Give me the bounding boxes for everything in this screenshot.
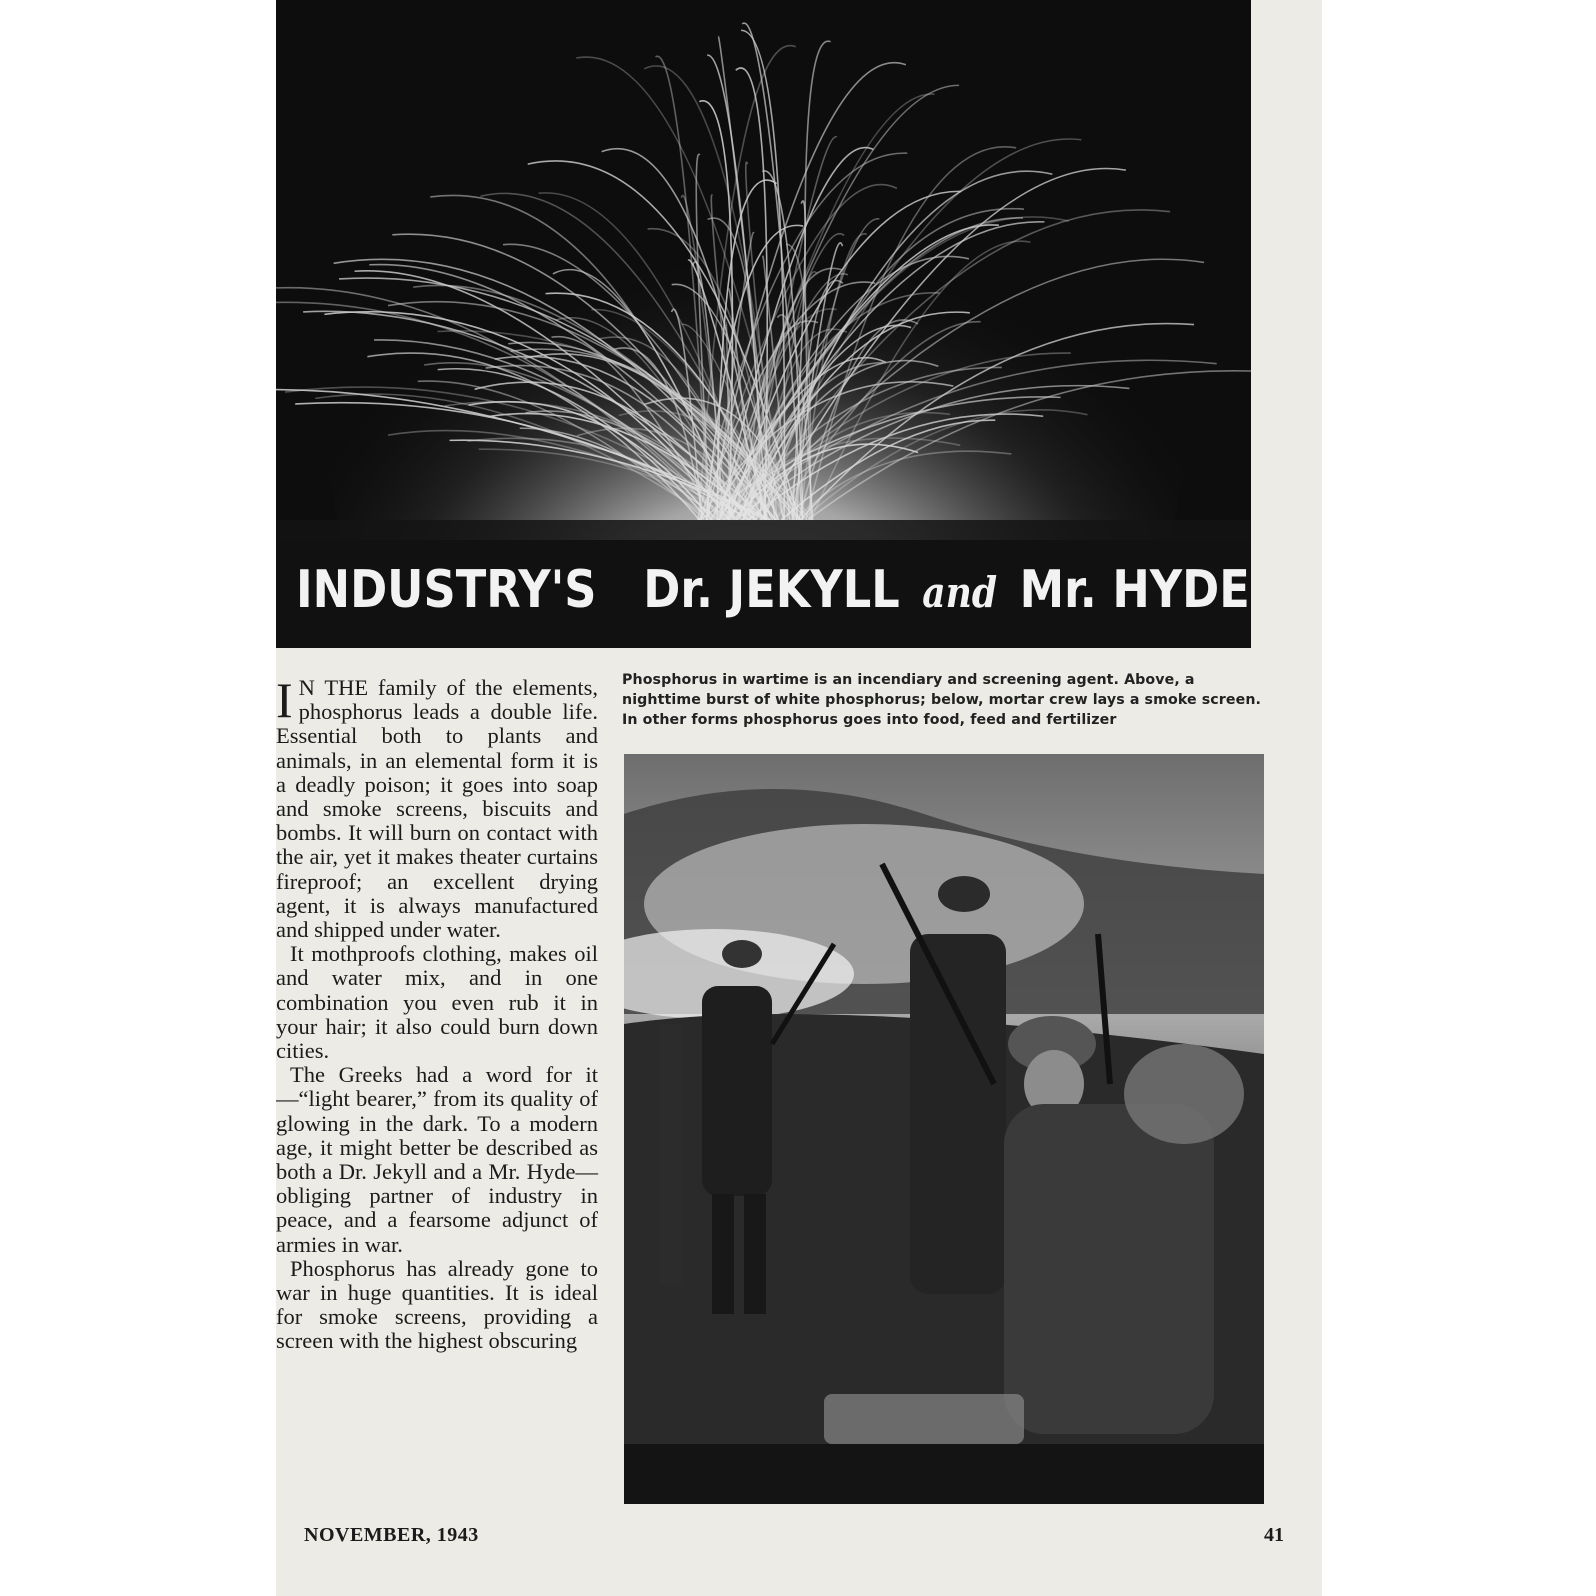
title-jekyll: Dr. JEKYLL	[643, 560, 900, 620]
photo-caption: Phosphorus in wartime is an incendiary and screening agent. Above, a nighttime burst of white phosphorus; below, mortar crew lays a smoke screen. In other forms phosphorus goes into food, feed and fertilizer	[622, 672, 1262, 728]
paragraph-3: The Greeks had a word for it—“light bearer,” from its quality of glowing in the dark. To a modern age, it might better be described as both a Dr. Jekyll and a Mr. Hyde—obliging partner of industry in peace, and a fearsome adjunct of armies in war.	[276, 1062, 598, 1257]
paragraph-4: Phosphorus has already gone to war in huge quantities. It is ideal for smoke screens, providing a screen with the highest obscuring	[276, 1255, 598, 1354]
paragraph-2: It mothproofs clothing, makes oil and water mix, and in one combination you even rub it in your hair; it also could burn down cities.	[276, 941, 598, 1064]
magazine-page	[276, 0, 1322, 1596]
page-number: 41	[1264, 1524, 1284, 1546]
article-title	[296, 560, 1250, 620]
title-and: and	[922, 568, 998, 617]
title-industry: INDUSTRY'S	[296, 560, 597, 620]
article-body	[276, 672, 598, 1354]
mortar-crew-image	[624, 754, 1264, 1504]
issue-date: NOVEMBER, 1943	[304, 1524, 479, 1546]
lead-in: N THE	[298, 675, 369, 700]
paragraph-1	[276, 672, 598, 943]
title-hyde: Mr. HYDE	[1019, 560, 1250, 620]
mortar-crew-photo	[624, 754, 1264, 1504]
paragraph-1-text: family of the elements, phosphorus leads a double life. Essential both to plants and animals, in an elemental form it is a deadly poison; it goes into soap and smoke screens, biscuits and bombs. It will burn on contact with the air, yet it makes theater curtains fireproof; an excellent drying agent, it is always manufactured and shipped under water.	[276, 675, 598, 943]
drop-cap: I	[276, 672, 293, 728]
